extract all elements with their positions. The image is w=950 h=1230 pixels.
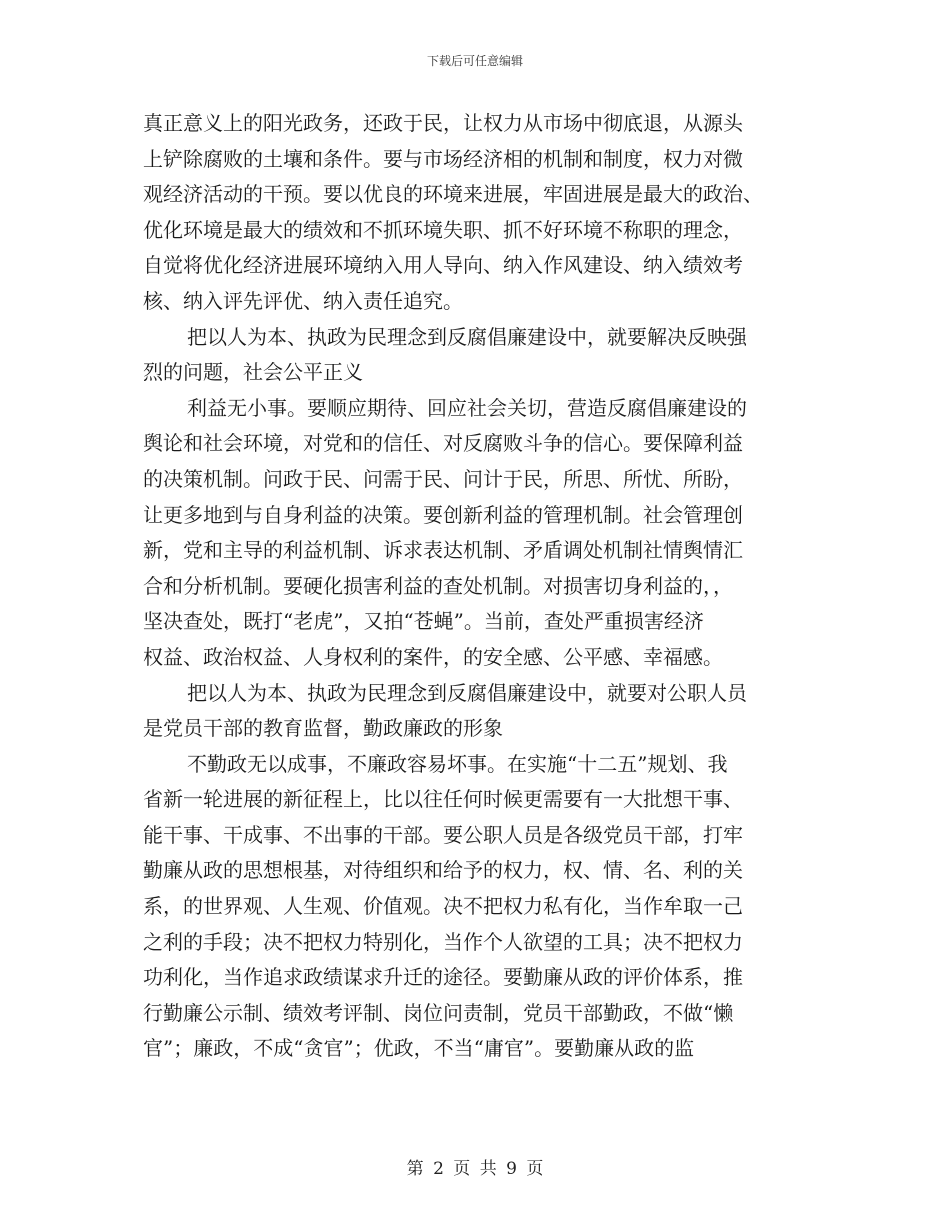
- text-line: 勤廉从政的思想根基，对待组织和给予的权力，权、情、名、利的关: [143, 858, 743, 883]
- text-line: 让更多地到与自身利益的决策。要创新利益的管理机制。社会管理创: [143, 502, 743, 527]
- text-line: 把以人为本、执政为民理念到反腐倡廉建设中，就要解决反映强: [187, 324, 747, 349]
- page-number-footer: 第 2 页 共 9 页: [406, 1159, 544, 1179]
- text-line: 是党员干部的教育监督，勤政廉政的形象: [143, 716, 503, 741]
- text-line: 之利的手段；决不把权力特别化，当作个人欲望的工具；决不把权力: [143, 929, 743, 954]
- text-line: 能干事、干成事、不出事的干部。要公职人员是各级党员干部，打牢: [143, 822, 743, 847]
- text-line: 官”；廉政，不成“贪官”；优政，不当“庸官”。要勤廉从政的监: [143, 1036, 695, 1061]
- text-line: 行勤廉公示制、绩效考评制、岗位问责制，党员干部勤政，不做“懒: [143, 1000, 734, 1025]
- text-line: 新，党和主导的利益机制、诉求表达机制、矛盾调处机制社情舆情汇: [143, 538, 743, 563]
- text-line: 优化环境是最大的绩效和不抓环境失职、抓不好环境不称职的理念，: [143, 217, 743, 242]
- text-line: 烈的问题，社会公平正义: [143, 360, 363, 385]
- page-header-note: 下载后可任意编辑: [426, 54, 523, 68]
- text-line: 真正意义上的阳光政务，还政于民，让权力从市场中彻底退，从源头: [143, 111, 743, 135]
- text-line: 舆论和社会环境，对党和的信任、对反腐败斗争的信心。要保障利益: [143, 431, 743, 456]
- text-line: 合和分析机制。要硬化损害利益的查处机制。对损害切身利益的，，: [143, 573, 733, 598]
- text-line: 核、纳入评先评优、纳入责任追究。: [143, 288, 463, 313]
- text-line: 不勤政无以成事，不廉政容易坏事。在实施“十二五”规划、我: [187, 751, 728, 776]
- text-line: 观经济活动的干预。要以优良的环境来进展，牢固进展是最大的政治、: [143, 182, 763, 207]
- text-line: 省新一轮进展的新征程上，比以往任何时候更需要有一大批想干事、: [143, 787, 743, 812]
- text-line: 的决策机制。问政于民、问需于民、问计于民，所思、所忧、所盼，: [143, 466, 743, 491]
- document-body: [143, 106, 803, 1067]
- text-line: 坚决查处，既打“老虎”，又拍“苍蝇”。当前，查处严重损害经济: [143, 609, 704, 634]
- text-line: 利益无小事。要顺应期待、回应社会关切，营造反腐倡廉建设的: [187, 395, 747, 420]
- text-line: 功利化，当作追求政绩谋求升迁的途径。要勤廉从政的评价体系，推: [143, 965, 743, 990]
- text-line: 上铲除腐败的土壤和条件。要与市场经济相的机制和制度，权力对微: [143, 146, 743, 171]
- text-line: 自觉将优化经济进展环境纳入用人导向、纳入作风建设、纳入绩效考: [143, 253, 743, 278]
- text-line: 把以人为本、执政为民理念到反腐倡廉建设中，就要对公职人员: [187, 680, 747, 705]
- text-line: 系，的世界观、人生观、价值观。决不把权力私有化，当作牟取一己: [143, 894, 743, 919]
- text-line: 权益、政治权益、人身权利的案件，的安全感、公平感、幸福感。: [143, 644, 723, 669]
